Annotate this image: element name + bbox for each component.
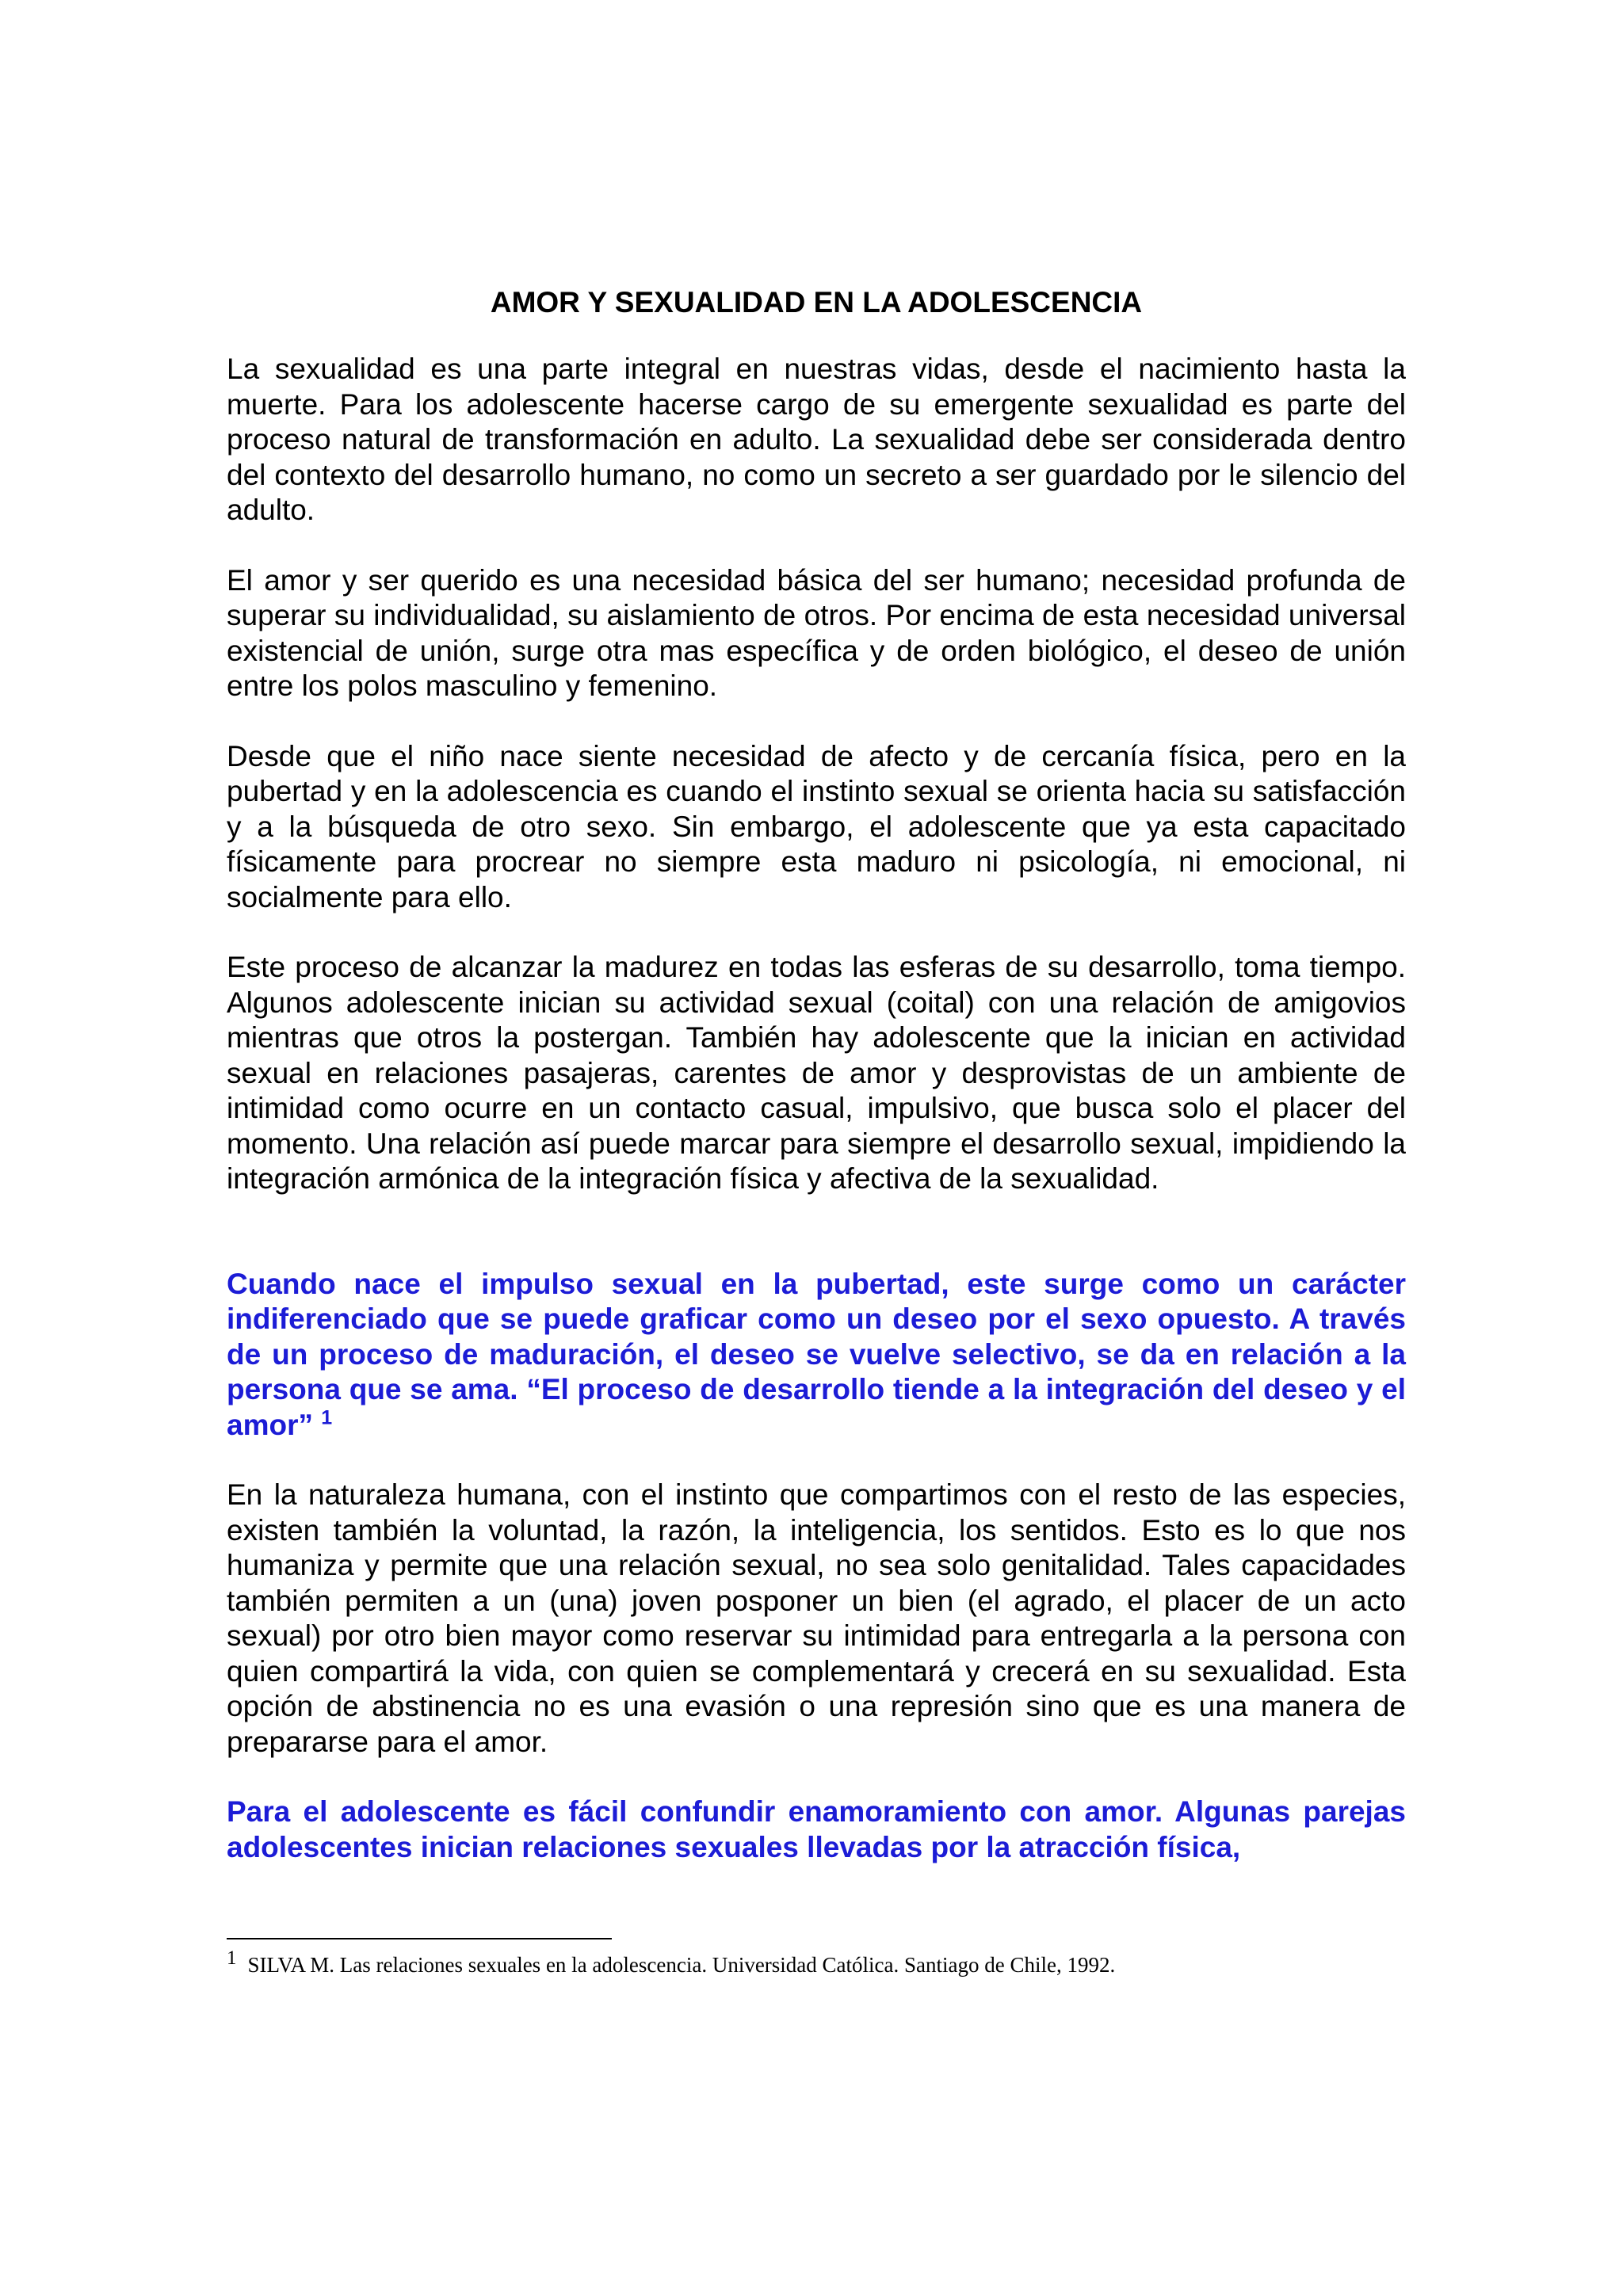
document-title: AMOR Y SEXUALIDAD EN LA ADOLESCENCIA (490, 286, 1143, 318)
document-body (227, 285, 1406, 1900)
highlighted-paragraph-2: Para el adolescente es fácil confundir enamoramiento con amor. Algunas parejas adolescentes inician relaciones sexuales llevadas por la atracción física, (227, 1795, 1406, 1863)
footnote-number: 1 (227, 1947, 237, 1969)
footnote-text: SILVA M. Las relaciones sexuales en la adolescencia. Universidad Católica. Santiago de Chile, 1992. (247, 1953, 1116, 1977)
highlighted-paragraph-1-text: Cuando nace el impulso sexual en la pubertad, este surge como un carácter indiferenciado que se puede graficar como un deseo por el sexo opuesto. A través de un proceso de maduración, el deseo se vuelve selectivo, se da en relación a la persona que se ama. “El proceso de desarrollo tiende a la integración del deseo y el amor” (227, 1267, 1406, 1441)
footnote (227, 1947, 1495, 1979)
paragraph-5: En la naturaleza humana, con el instinto que compartimos con el resto de las especies, existen también la voluntad, la razón, la inteligencia, los sentidos. Esto es lo que nos humaniza y permite que una relación sexual, no sea solo genitalidad. Tales capacidades también permiten a un (una) joven posponer un bien (el agrado, el placer de un acto sexual) por otro bien mayor como reservar su intimidad para entregarla a la persona con quien compartirá la vida, con quien se complementará y crecerá en su sexualidad. Esta opción de abstinencia no es una evasión o una represión sino que es una manera de prepararse para el amor. (227, 1478, 1406, 1758)
paragraph-1: La sexualidad es una parte integral en nuestras vidas, desde el nacimiento hasta la muerte. Para los adolescente hacerse cargo de su emergente sexualidad es parte del proceso natural de transformación en adulto. La sexualidad debe ser considerada dentro del contexto del desarrollo humano, no como un secreto a ser guardado por le silencio del adulto. (227, 353, 1406, 526)
paragraph-4: Este proceso de alcanzar la madurez en todas las esferas de su desarrollo, toma tiempo. Algunos adolescente inician su actividad sexual (coital) con una relación de amigovios mientras que otros la postergan. También hay adolescente que la inician en actividad sexual en relaciones pasajeras, carentes de amor y desprovistas de un ambiente de intimidad como ocurre en un contacto casual, impulsivo, que busca solo el placer del momento. Una relación así puede marcar para siempre el desarrollo sexual, impidiendo la integración armónica de la integración física y afectiva de la sexualidad. (227, 951, 1406, 1195)
highlighted-paragraph-1 (227, 1267, 1406, 1444)
paragraph-3: Desde que el niño nace siente necesidad de afecto y de cercanía física, pero en la pubertad y en la adolescencia es cuando el instinto sexual se orienta hacia su satisfacción y a la búsqueda de otro sexo. Sin embargo, el adolescente que ya esta capacitado físicamente para procrear no siempre esta maduro ni psicología, ni emocional, ni socialmente para ello. (227, 739, 1406, 913)
footnote-separator (227, 1938, 612, 1939)
paragraph-2: El amor y ser querido es una necesidad básica del ser humano; necesidad profunda de superar su individualidad, su aislamiento de otros. Por encima de esta necesidad universal existencial de unión, surge otra mas específica y de orden biológico, el deseo de unión entre los polos masculino y femenino. (227, 563, 1406, 702)
footnote-reference[interactable]: 1 (321, 1406, 333, 1429)
